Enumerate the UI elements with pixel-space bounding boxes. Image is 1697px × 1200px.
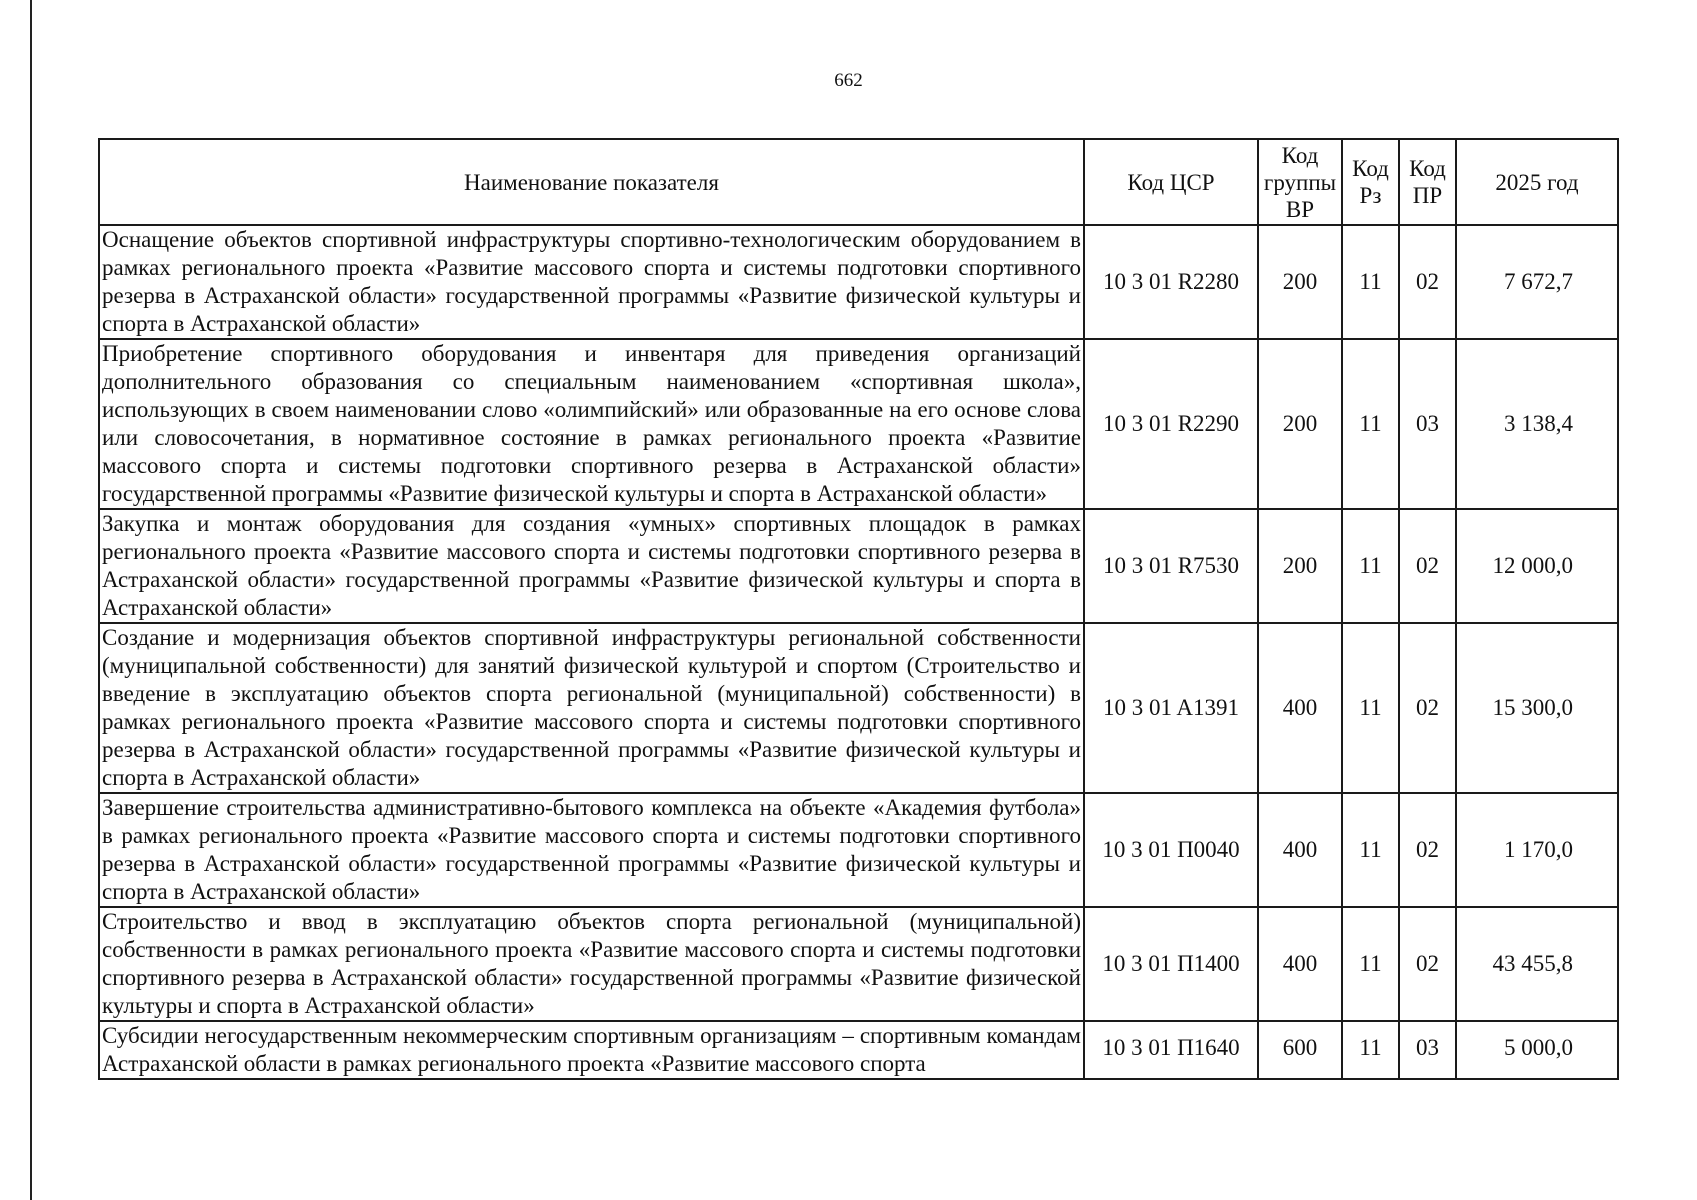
row-csr-code: 10 3 01 R2280 bbox=[1084, 225, 1258, 339]
row-vr-code: 400 bbox=[1258, 907, 1342, 1021]
row-csr-code: 10 3 01 П1640 bbox=[1084, 1021, 1258, 1079]
row-vr-code: 600 bbox=[1258, 1021, 1342, 1079]
row-csr-code: 10 3 01 R7530 bbox=[1084, 509, 1258, 623]
header-year: 2025 год bbox=[1456, 139, 1618, 225]
row-vr-code: 200 bbox=[1258, 509, 1342, 623]
row-rz-code: 11 bbox=[1342, 907, 1399, 1021]
row-rz-code: 11 bbox=[1342, 623, 1399, 793]
row-pr-code: 03 bbox=[1399, 339, 1456, 509]
page-number: 662 bbox=[834, 70, 863, 91]
header-csr-code: Код ЦСР bbox=[1084, 139, 1258, 225]
header-rz-code: Код Рз bbox=[1342, 139, 1399, 225]
table-row bbox=[99, 793, 1618, 907]
row-vr-code: 200 bbox=[1258, 225, 1342, 339]
row-amount: 7 672,7 bbox=[1456, 225, 1618, 339]
row-pr-code: 02 bbox=[1399, 509, 1456, 623]
row-rz-code: 11 bbox=[1342, 793, 1399, 907]
row-vr-code: 400 bbox=[1258, 623, 1342, 793]
header-vr-code: Код группы ВР bbox=[1258, 139, 1342, 225]
row-rz-code: 11 bbox=[1342, 339, 1399, 509]
table-row bbox=[99, 623, 1618, 793]
row-amount: 1 170,0 bbox=[1456, 793, 1618, 907]
row-csr-code: 10 3 01 П0040 bbox=[1084, 793, 1258, 907]
row-csr-code: 10 3 01 A1391 bbox=[1084, 623, 1258, 793]
row-name: Субсидии негосударственным некоммерческим спортивным организациям – спортивным командам Астраханской области в рамках регионального проекта «Развитие массового спорта bbox=[99, 1021, 1084, 1079]
row-amount: 12 000,0 bbox=[1456, 509, 1618, 623]
table-row bbox=[99, 339, 1618, 509]
row-vr-code: 200 bbox=[1258, 339, 1342, 509]
row-name: Закупка и монтаж оборудования для создания «умных» спортивных площадок в рамках регионального проекта «Развитие массового спорта и системы подготовки спортивного резерва в Астраханской области» государственной программы «Развитие физической культуры и спорта в Астраханской области» bbox=[99, 509, 1084, 623]
header-pr-code: Код ПР bbox=[1399, 139, 1456, 225]
row-pr-code: 02 bbox=[1399, 793, 1456, 907]
row-name: Оснащение объектов спортивной инфраструктуры спортивно-технологическим оборудованием в рамках регионального проекта «Развитие массового спорта и системы подготовки спортивного резерва в Астраханской области» государственной программы «Развитие физической культуры и спорта в Астраханской области» bbox=[99, 225, 1084, 339]
row-rz-code: 11 bbox=[1342, 1021, 1399, 1079]
row-pr-code: 02 bbox=[1399, 623, 1456, 793]
row-amount: 43 455,8 bbox=[1456, 907, 1618, 1021]
table-row bbox=[99, 509, 1618, 623]
table-row bbox=[99, 225, 1618, 339]
budget-allocation-table bbox=[98, 138, 1619, 1080]
row-amount: 5 000,0 bbox=[1456, 1021, 1618, 1079]
row-amount: 15 300,0 bbox=[1456, 623, 1618, 793]
table-row bbox=[99, 907, 1618, 1021]
row-name: Строительство и ввод в эксплуатацию объектов спорта региональной (муниципальной) собственности в рамках регионального проекта «Развитие массового спорта и системы подготовки спортивного резерва в Астраханской области» государственной программы «Развитие физической культуры и спорта в Астраханской области» bbox=[99, 907, 1084, 1021]
row-pr-code: 02 bbox=[1399, 225, 1456, 339]
row-name: Создание и модернизация объектов спортивной инфраструктуры региональной собственности (муниципальной собственности) для занятий физической культурой и спортом (Строительство и введение в эксплуатацию объектов спорта региональной (муниципальной) собственности) в рамках регионального проекта «Развитие массового спорта и системы подготовки спортивного резерва в Астраханской области» государственной программы «Развитие физической культуры и спорта в Астраханской области» bbox=[99, 623, 1084, 793]
row-pr-code: 03 bbox=[1399, 1021, 1456, 1079]
header-name: Наименование показателя bbox=[99, 139, 1084, 225]
row-csr-code: 10 3 01 R2290 bbox=[1084, 339, 1258, 509]
row-name: Приобретение спортивного оборудования и инвентаря для приведения организаций дополнительного образования со специальным наименованием «спортивная школа», использующих в своем наименовании слово «олимпийский» или образованные на его основе слова или словосочетания, в нормативное состояние в рамках регионального проекта «Развитие массового спорта и системы подготовки спортивного резерва в Астраханской области» государственной программы «Развитие физической культуры и спорта в Астраханской области» bbox=[99, 339, 1084, 509]
row-amount: 3 138,4 bbox=[1456, 339, 1618, 509]
row-name: Завершение строительства административно-бытового комплекса на объекте «Академия футбола» в рамках регионального проекта «Развитие массового спорта и системы подготовки спортивного резерва в Астраханской области» государственной программы «Развитие физической культуры и спорта в Астраханской области» bbox=[99, 793, 1084, 907]
row-rz-code: 11 bbox=[1342, 509, 1399, 623]
row-vr-code: 400 bbox=[1258, 793, 1342, 907]
table-header-row bbox=[99, 139, 1618, 225]
row-rz-code: 11 bbox=[1342, 225, 1399, 339]
row-csr-code: 10 3 01 П1400 bbox=[1084, 907, 1258, 1021]
table-row bbox=[99, 1021, 1618, 1079]
binding-margin-line bbox=[30, 0, 32, 1200]
row-pr-code: 02 bbox=[1399, 907, 1456, 1021]
